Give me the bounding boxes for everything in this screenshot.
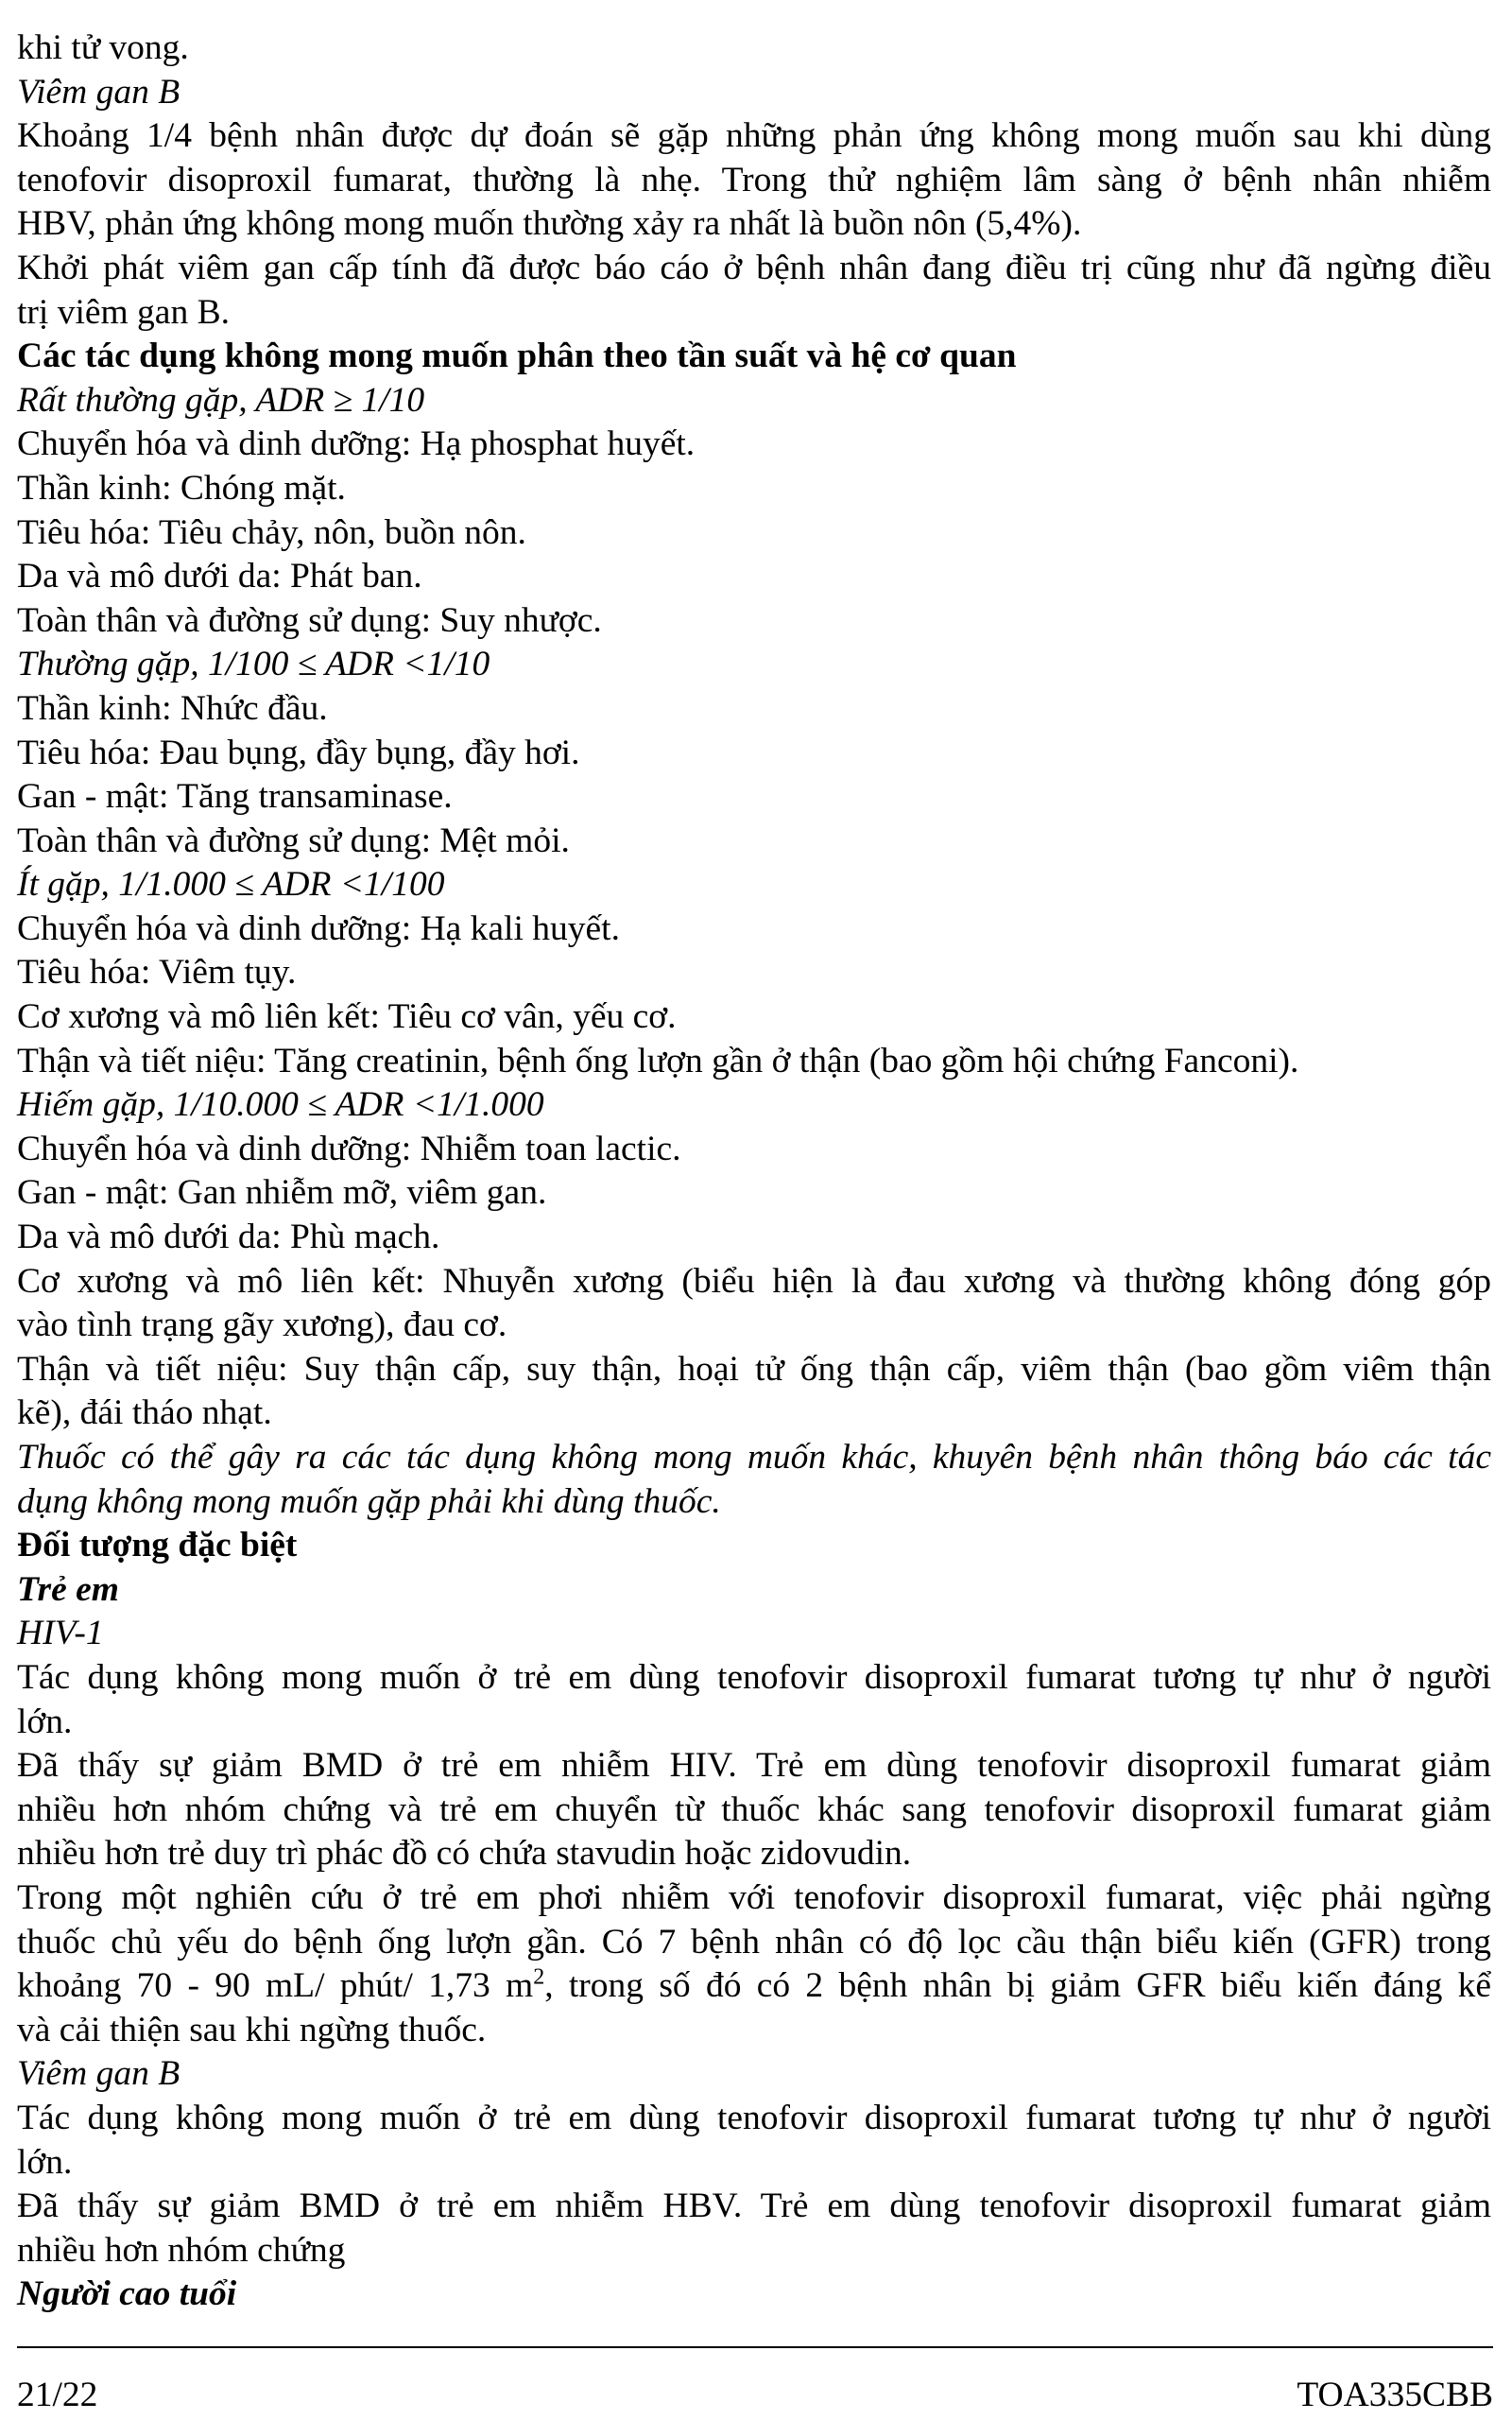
text-line: kẽ), đái tháo nhạt. [17,1393,272,1433]
text-line: Tác dụng không mong muốn ở trẻ em dùng tenofovir disoproxil fumarat tương tự như ở người [17,2098,1491,2137]
text-line: Ít gặp, 1/1.000 ≤ ADR <1/100 [17,865,445,905]
text-line: Chuyển hóa và dinh dưỡng: Hạ kali huyết. [17,908,620,948]
text-line: nhiều hơn nhóm chứng và trẻ em chuyển từ thuốc khác sang tenofovir disoproxil fumarat giảm [17,1789,1491,1829]
text-line: thuốc chủ yếu do bệnh ống lượn gần. Có 7 bệnh nhân có độ lọc cầu thận biểu kiến (GFR) trong [17,1922,1491,1962]
text-line: khi tử vong. [17,28,189,67]
text-line: nhiều hơn nhóm chứng [17,2230,346,2270]
text-line: trị viêm gan B. [17,292,230,332]
text-line: Trẻ em [17,1569,119,1609]
text-line: Toàn thân và đường sử dụng: Mệt mỏi. [17,821,570,860]
text-line: Thận và tiết niệu: Suy thận cấp, suy thận, hoại tử ống thận cấp, viêm thận (bao gồm viêm thận [17,1349,1491,1389]
text-line: HBV, phản ứng không mong muốn thường xảy ra nhất là buồn nôn (5,4%). [17,204,1082,244]
footer-divider [17,2346,1493,2348]
text-line: Da và mô dưới da: Phát ban. [17,557,422,596]
text-line: Người cao tuổi [17,2274,237,2314]
text-line: Các tác dụng không mong muốn phân theo tần suất và hệ cơ quan [17,337,1017,376]
text-line: Gan - mật: Gan nhiễm mỡ, viêm gan. [17,1173,547,1213]
text-line: và cải thiện sau khi ngừng thuốc. [17,2010,487,2049]
document-body [17,26,1491,2317]
text-line: Cơ xương và mô liên kết: Tiêu cơ vân, yếu cơ. [17,997,677,1037]
text-line: Thần kinh: Nhức đầu. [17,688,328,728]
text-line: Đã thấy sự giảm BMD ở trẻ em nhiễm HBV. Trẻ em dùng tenofovir disoproxil fumarat giảm [17,2187,1491,2226]
text-line: tenofovir disoproxil fumarat, thường là nhẹ. Trong thử nghiệm lâm sàng ở bệnh nhân nhiễm [17,160,1491,199]
text-line: nhiều hơn trẻ duy trì phác đồ có chứa stavudin hoặc zidovudin. [17,1834,912,1874]
text-line: Viêm gan B [17,2054,180,2094]
text-line: Viêm gan B [17,72,180,112]
text-line: lớn. [17,2142,73,2182]
text-line: Khoảng 1/4 bệnh nhân được dự đoán sẽ gặp những phản ứng không mong muốn sau khi dùng [17,116,1491,156]
text-line: Thuốc có thể gây ra các tác dụng không mong muốn khác, khuyên bệnh nhân thông báo các tác [17,1438,1491,1477]
text-line: Thần kinh: Chóng mặt. [17,468,346,508]
text-line: dụng không mong muốn gặp phải khi dùng thuốc. [17,1481,721,1521]
text-line: Toàn thân và đường sử dụng: Suy nhược. [17,600,602,640]
text-line: Thường gặp, 1/100 ≤ ADR <1/10 [17,645,490,684]
page-number: 21/22 [17,2376,98,2414]
text-line: Da và mô dưới da: Phù mạch. [17,1218,440,1257]
superscript: 2 [533,1964,545,1990]
text-line: lớn. [17,1702,73,1741]
text-line: Đối tượng đặc biệt [17,1526,298,1565]
text-line: Khởi phát viêm gan cấp tính đã được báo cáo ở bệnh nhân đang điều trị cũng như đã ngừng điều [17,248,1491,287]
text-line: Tiêu hóa: Tiêu chảy, nôn, buồn nôn. [17,512,526,552]
text-line: Thận và tiết niệu: Tăng creatinin, bệnh ống lượn gần ở thận (bao gồm hội chứng Fanconi). [17,1041,1299,1080]
text-line: Gan - mật: Tăng transaminase. [17,777,453,817]
text-line: Tiêu hóa: Đau bụng, đầy bụng, đầy hơi. [17,733,580,772]
text-line: Rất thường gặp, ADR ≥ 1/10 [17,380,425,420]
text-line: Tác dụng không mong muốn ở trẻ em dùng tenofovir disoproxil fumarat tương tự như ở người [17,1657,1491,1697]
text-line: Trong một nghiên cứu ở trẻ em phơi nhiễm với tenofovir disoproxil fumarat, việc phải ngừng [17,1877,1491,1917]
text-line: Tiêu hóa: Viêm tụy. [17,953,297,993]
text-line: HIV-1 [17,1614,104,1653]
text-line: vào tình trạng gãy xương), đau cơ. [17,1305,507,1345]
text-line: Chuyển hóa và dinh dưỡng: Hạ phosphat huyết. [17,424,696,464]
text-line: Chuyển hóa và dinh dưỡng: Nhiễm toan lactic. [17,1129,681,1168]
text-line: Hiếm gặp, 1/10.000 ≤ ADR <1/1.000 [17,1085,544,1125]
document-code: TOA335CBB [1297,2376,1493,2414]
text-line: Đã thấy sự giảm BMD ở trẻ em nhiễm HIV. Trẻ em dùng tenofovir disoproxil fumarat giảm [17,1746,1491,1786]
text-line: Cơ xương và mô liên kết: Nhuyễn xương (biểu hiện là đau xương và thường không đóng góp [17,1261,1491,1301]
text-line: khoảng 70 - 90 mL/ phút/ 1,73 $m^2$, trong số đó có 2 bệnh nhân bị giảm GFR biểu kiến đáng kể [17,1964,1491,2006]
